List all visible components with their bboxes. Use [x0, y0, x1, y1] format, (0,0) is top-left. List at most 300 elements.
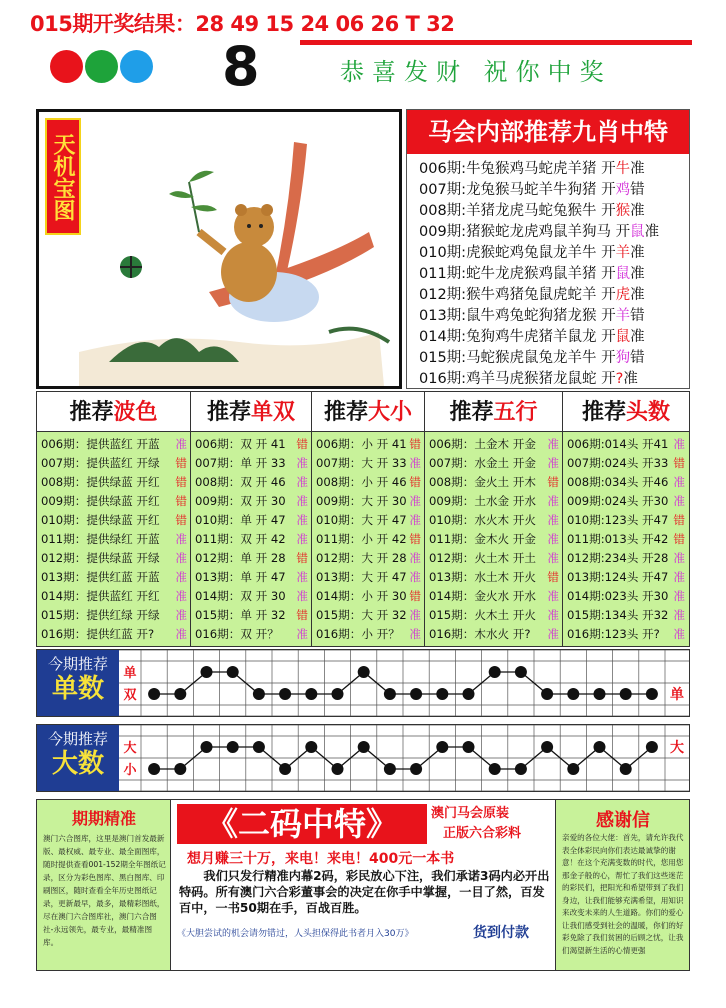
- grid-row-verdict: 错: [673, 532, 685, 546]
- row-zodiacs: 兔狗鸡牛虎猪羊鼠龙 开: [466, 329, 616, 345]
- grid-row: [195, 531, 308, 550]
- grid-row-verdict: 错: [547, 570, 559, 584]
- grid-row: [195, 474, 308, 493]
- data-point: [305, 741, 317, 753]
- nine-zodiac-row: [419, 157, 689, 178]
- grid-row: [429, 626, 559, 645]
- grid-row-text: 009期：提供绿蓝 开红: [41, 494, 160, 508]
- grid-row-text: 007期:024头 开33: [567, 456, 669, 470]
- prediction-grid: [36, 391, 690, 647]
- grid-row-text: 007期：提供蓝红 开绿: [41, 456, 160, 470]
- grid-row-verdict: 准: [673, 551, 685, 565]
- grid-row-verdict: 错: [409, 532, 421, 546]
- grid-row-text: 006期：双 开 41: [195, 437, 286, 451]
- title-topic: 波色: [113, 399, 158, 425]
- grid-row-verdict: 准: [175, 551, 187, 565]
- grid-row: [195, 455, 308, 474]
- row-zodiacs: 牛兔猴鸡马蛇虎羊猪 开: [466, 161, 616, 177]
- grid-row-text: 014期：双 开 30: [195, 589, 286, 603]
- grid-row-verdict: 准: [409, 456, 421, 470]
- grid-row: [429, 569, 559, 588]
- data-point: [148, 688, 160, 700]
- header-rule: [300, 40, 692, 45]
- row-drawn-zodiac: 鼠: [615, 266, 631, 282]
- grid-row-text: 010期：单 开 47: [195, 513, 286, 527]
- grid-row: [41, 531, 187, 550]
- row-zodiacs: 羊猪龙虎马蛇兔猴牛 开: [466, 203, 616, 219]
- row-period: 013期:: [419, 308, 467, 324]
- red-ball-icon: [50, 50, 83, 83]
- chart-title: 大数: [51, 749, 104, 779]
- row-period: 011期:: [419, 266, 467, 282]
- data-point: [515, 666, 527, 678]
- data-point: [541, 688, 553, 700]
- grid-row: [316, 455, 421, 474]
- grid-row-text: 016期：提供红蓝 开?: [41, 627, 155, 641]
- thanks-letter: [555, 800, 689, 970]
- data-point: [174, 763, 186, 775]
- grid-row-verdict: 准: [409, 494, 421, 508]
- main-advert-sub2: 正版六合彩料: [443, 826, 522, 841]
- grid-row-text: 009期：双 开 30: [195, 494, 286, 508]
- grid-row: [316, 588, 421, 607]
- grid-row-verdict: 准: [175, 627, 187, 641]
- grid-column-title: [37, 392, 190, 432]
- nine-zodiac-row: [419, 304, 689, 325]
- row-drawn-zodiac: 羊: [615, 245, 631, 261]
- grid-row-text: 012期：火土木 开土: [429, 551, 536, 565]
- grid-row-text: 011期：提供绿红 开蓝: [41, 532, 160, 546]
- grid-row: [316, 550, 421, 569]
- row-period: 008期:: [419, 203, 467, 219]
- data-point: [279, 688, 291, 700]
- grid-row-text: 006期：小 开 41: [316, 437, 407, 451]
- grid-row-verdict: 准: [175, 589, 187, 603]
- grid-row: [429, 550, 559, 569]
- row-verdict: 准: [623, 371, 638, 387]
- grid-row-verdict: 准: [673, 437, 685, 451]
- main-advert: [171, 800, 555, 970]
- grid-row-verdict: 准: [296, 589, 308, 603]
- nine-zodiac-title: 马会内部推荐九肖中特: [407, 110, 689, 154]
- grid-row-text: 016期:123头 开?: [567, 627, 660, 641]
- grid-row-text: 015期:134头 开32: [567, 608, 669, 622]
- row-verdict: 准: [630, 266, 645, 282]
- grid-row-text: 009期：土水金 开水: [429, 494, 536, 508]
- row-drawn-zodiac: 猴: [615, 203, 631, 219]
- nine-zodiac-panel: [406, 109, 690, 389]
- row-drawn-zodiac: 羊: [615, 308, 631, 324]
- grid-row-verdict: 准: [175, 437, 187, 451]
- grid-row-text: 008期：金火土 开木: [429, 475, 536, 489]
- grid-row: [567, 569, 685, 588]
- nine-zodiac-row: [419, 346, 689, 367]
- left-advert-body: 澳门六合图库，这里是澳门首发最新版、最权威、最专业、最全面图库，随时提供查看001-152期全年图纸记录，区分为彩色图库、黑白图库、印刷图区，随时查看全年历史图纸记录，更新最早，最多，最精彩图纸，尽在澳门六合图库社，澳门六合图社-永远领先，最专业，最精准图库。: [43, 834, 166, 947]
- data-point: [305, 688, 317, 700]
- grid-row: [429, 455, 559, 474]
- grid-row-verdict: 准: [296, 475, 308, 489]
- grid-row-text: 008期：双 开 46: [195, 475, 286, 489]
- result-text: 015期开奖结果：28 49 15 24 06 26 T 32: [30, 12, 455, 36]
- grid-row-text: 009期:024头 开30: [567, 494, 669, 508]
- data-point: [515, 763, 527, 775]
- grid-row-text: 012期：大 开 28: [316, 551, 407, 565]
- row-verdict: 准: [630, 245, 645, 261]
- grid-row: [316, 607, 421, 626]
- row-period: 007期:: [419, 182, 467, 198]
- grid-row: [41, 493, 187, 512]
- row-zodiacs: 虎猴蛇鸡兔鼠龙羊牛 开: [466, 245, 616, 261]
- grid-column: [37, 392, 191, 646]
- grid-row-verdict: 准: [409, 627, 421, 641]
- row-verdict: 准: [630, 161, 645, 177]
- grid-row: [429, 474, 559, 493]
- grid-row-text: 007期：单 开 33: [195, 456, 286, 470]
- grid-row-verdict: 准: [175, 570, 187, 584]
- row-verdict: 错: [630, 308, 645, 324]
- data-point: [201, 666, 213, 678]
- data-point: [541, 741, 553, 753]
- grid-row-text: 007期：大 开 33: [316, 456, 407, 470]
- grid-row-verdict: 准: [296, 627, 308, 641]
- data-point: [646, 688, 658, 700]
- grid-row-verdict: 错: [175, 494, 187, 508]
- grid-row: [195, 493, 308, 512]
- row-zodiacs: 猴牛鸡猪兔鼠虎蛇羊 开: [466, 287, 616, 303]
- nine-zodiac-row: [419, 325, 689, 346]
- data-point: [332, 763, 344, 775]
- row-period: 012期:: [419, 287, 467, 303]
- data-point: [332, 688, 344, 700]
- big-small-chart: [36, 724, 690, 792]
- data-point: [489, 763, 501, 775]
- row-drawn-zodiac: 鸡: [615, 182, 631, 198]
- row-verdict: 准: [644, 224, 660, 240]
- grid-row-text: 011期:013头 开42: [567, 532, 669, 546]
- grid-row-text: 007期：水金土 开金: [429, 456, 536, 470]
- data-point: [384, 763, 396, 775]
- main-advert-slogan: 想月赚三十万，来电！来电！400元一本书: [187, 851, 455, 867]
- grid-row-verdict: 错: [175, 513, 187, 527]
- grid-row-text: 016期：双 开？: [195, 627, 279, 641]
- grid-row-verdict: 错: [175, 475, 187, 489]
- row-zodiacs: 龙兔猴马蛇羊牛狗猪 开: [466, 182, 616, 198]
- nine-zodiac-row: [419, 262, 689, 283]
- grid-row: [41, 455, 187, 474]
- grid-row-text: 015期：大 开 32: [316, 608, 407, 622]
- grid-row: [567, 493, 685, 512]
- grid-row-verdict: 准: [175, 608, 187, 622]
- grid-row-verdict: 准: [296, 513, 308, 527]
- grid-row-verdict: 准: [547, 627, 559, 641]
- grid-row-verdict: 准: [547, 589, 559, 603]
- data-point: [594, 741, 606, 753]
- row-label: 大: [123, 741, 137, 756]
- grid-row-text: 006期：土金木 开金: [429, 437, 536, 451]
- grid-row-verdict: 准: [296, 494, 308, 508]
- row-zodiacs: 猪猴蛇龙虎鸡鼠羊狗马 开: [466, 224, 631, 240]
- row-verdict: 错: [630, 350, 645, 366]
- grid-row-text: 013期：提供红蓝 开蓝: [41, 570, 160, 584]
- grid-row: [195, 512, 308, 531]
- grid-row-verdict: 错: [175, 456, 187, 470]
- grid-row-text: 010期:123头 开47: [567, 513, 669, 527]
- grid-row: [567, 550, 685, 569]
- end-label: 大: [670, 740, 684, 756]
- grid-row: [195, 436, 308, 455]
- main-advert-body: 我们只发行精准内幕2码，彩民放心下注，我们承诺3码内必开出特码。所有澳门六合彩董事会的决定在你手中掌握，一目了然，百发百中，一书50期在手，百战百胜。: [179, 869, 550, 915]
- thanks-letter-title: 感谢信: [596, 810, 650, 831]
- grid-row-verdict: 准: [409, 608, 421, 622]
- title-topic: 五行: [493, 399, 538, 425]
- data-point: [489, 666, 501, 678]
- grid-row-verdict: 准: [547, 513, 559, 527]
- grid-row: [41, 436, 187, 455]
- grid-row-text: 012期：单 开 28: [195, 551, 286, 565]
- title-topic: 头数: [626, 399, 671, 425]
- row-drawn-zodiac: 虎: [615, 287, 631, 303]
- row-verdict: 准: [630, 329, 645, 345]
- data-point: [463, 688, 475, 700]
- grid-row-verdict: 错: [547, 475, 559, 489]
- grid-row-text: 012期:234头 开28: [567, 551, 669, 565]
- thanks-letter-body: 亲爱的各位大佬：首先，请允许我代表全体彩民向你们表达最诚挚的谢意！在这个充满变数的时代，您用您那金子般的心，帮忙了我们这些迷茫的彩民们，把阳光和希望带到了我们身边，让我们能够充满希望，用知识来改变未来的人生道路。你们的爱心让我们感受到社会的温暖，你们的好彩免除了我们贫困的后顾之忧，让我们渴望新生活的心情更强: [562, 833, 684, 955]
- grid-row: [195, 626, 308, 645]
- chart-title: 单数: [51, 674, 104, 704]
- row-period: 016期:: [419, 371, 467, 387]
- grid-row-text: 013期:124头 开47: [567, 570, 669, 584]
- title-prefix: 推荐: [581, 399, 626, 425]
- grid-row-text: 008期：提供绿蓝 开红: [41, 475, 160, 489]
- row-period: 009期:: [419, 224, 467, 240]
- data-point: [279, 763, 291, 775]
- data-point: [201, 741, 213, 753]
- grid-row: [567, 588, 685, 607]
- row-zodiacs: 蛇牛龙虎猴鸡鼠羊猪 开: [466, 266, 616, 282]
- data-point: [174, 688, 186, 700]
- grid-row-text: 013期：单 开 47: [195, 570, 286, 584]
- grid-row-verdict: 准: [409, 570, 421, 584]
- bear-illustration: [39, 112, 399, 386]
- grid-row-text: 008期:034头 开46: [567, 475, 669, 489]
- grid-row: [41, 569, 187, 588]
- row-zodiacs: 鸡羊马虎猴猪龙鼠蛇 开: [466, 371, 616, 387]
- grid-row: [41, 474, 187, 493]
- title-topic: 大小: [368, 399, 413, 425]
- row-zodiacs: 马蛇猴虎鼠兔龙羊牛 开: [466, 350, 616, 366]
- title-prefix: 推荐: [449, 399, 494, 425]
- main-advert-title: 《二码中特》: [177, 804, 427, 844]
- grid-row-verdict: 准: [409, 513, 421, 527]
- data-point: [567, 763, 579, 775]
- left-advert: [37, 800, 171, 970]
- grid-row: [316, 474, 421, 493]
- nine-zodiac-row: [419, 241, 689, 262]
- data-point: [253, 741, 265, 753]
- grid-row-verdict: 错: [296, 608, 308, 622]
- advert-panel: [36, 799, 690, 971]
- grid-row-text: 012期：提供绿蓝 开绿: [41, 551, 160, 565]
- grid-row: [41, 588, 187, 607]
- grid-row: [429, 531, 559, 550]
- issue-number: 8: [222, 35, 260, 98]
- odd-even-chart-tag: [37, 650, 119, 716]
- grid-row: [567, 607, 685, 626]
- grid-row-text: 013期：水土木 开火: [429, 570, 536, 584]
- big-small-chart-tag: [37, 725, 119, 791]
- grid-row: [316, 493, 421, 512]
- data-point: [463, 741, 475, 753]
- grid-row-text: 016期：小 开？: [316, 627, 400, 641]
- grid-row-text: 010期：大 开 47: [316, 513, 407, 527]
- title-prefix: 推荐: [69, 399, 114, 425]
- grid-row: [195, 607, 308, 626]
- row-period: 010期:: [419, 245, 467, 261]
- title-prefix: 推荐: [206, 399, 251, 425]
- grid-row-text: 014期:023头 开30: [567, 589, 669, 603]
- row-verdict: 准: [630, 203, 645, 219]
- row-period: 006期:: [419, 161, 467, 177]
- grid-row-text: 010期：提供绿蓝 开红: [41, 513, 160, 527]
- grid-row-verdict: 准: [296, 570, 308, 584]
- grid-row-text: 015期：火木土 开火: [429, 608, 536, 622]
- grid-row-verdict: 错: [296, 437, 308, 451]
- nine-zodiac-row: [419, 283, 689, 304]
- grid-row-text: 009期：大 开 30: [316, 494, 407, 508]
- data-point: [410, 688, 422, 700]
- grid-row: [41, 550, 187, 569]
- row-drawn-zodiac: 狗: [615, 350, 631, 366]
- data-point: [227, 666, 239, 678]
- grid-row-verdict: 错: [409, 437, 421, 451]
- grid-row-verdict: 准: [547, 532, 559, 546]
- row-drawn-zodiac: 鼠: [615, 329, 631, 345]
- grid-row-text: 010期：水火木 开火: [429, 513, 536, 527]
- odd-even-plot: [119, 650, 689, 716]
- grid-row: [429, 493, 559, 512]
- grid-row: [41, 512, 187, 531]
- grid-row: [41, 607, 187, 626]
- grid-row-verdict: 错: [296, 551, 308, 565]
- data-point: [227, 741, 239, 753]
- data-point: [567, 688, 579, 700]
- grid-row: [567, 455, 685, 474]
- row-period: 014期:: [419, 329, 467, 345]
- data-point: [358, 666, 370, 678]
- grid-row: [567, 531, 685, 550]
- grid-column: [312, 392, 425, 646]
- grid-row: [195, 588, 308, 607]
- grid-column: [563, 392, 689, 646]
- grid-row-verdict: 准: [547, 608, 559, 622]
- grid-row-verdict: 准: [673, 494, 685, 508]
- grid-row-text: 011期：双 开 42: [195, 532, 286, 546]
- grid-row-text: 006期:014头 开41: [567, 437, 669, 451]
- grid-row-verdict: 准: [547, 456, 559, 470]
- grid-row-text: 014期：小 开 30: [316, 589, 407, 603]
- data-point: [436, 688, 448, 700]
- grid-column-title: [312, 392, 424, 432]
- grid-row: [567, 512, 685, 531]
- grid-row-text: 015期：单 开 32: [195, 608, 286, 622]
- row-zodiacs: 鼠牛鸡兔蛇狗猪龙猴 开: [466, 308, 616, 324]
- grid-row: [316, 569, 421, 588]
- grid-column: [425, 392, 563, 646]
- data-point: [646, 741, 658, 753]
- grid-row-verdict: 准: [296, 532, 308, 546]
- grid-row-verdict: 错: [409, 589, 421, 603]
- grid-row-text: 008期：小 开 46: [316, 475, 407, 489]
- row-verdict: 准: [630, 287, 645, 303]
- row-label: 双: [123, 688, 137, 703]
- data-point: [410, 763, 422, 775]
- grid-row: [316, 436, 421, 455]
- grid-row-verdict: 准: [547, 494, 559, 508]
- grid-row-verdict: 准: [673, 570, 685, 584]
- green-ball-icon: [85, 50, 118, 83]
- row-label: 小: [123, 763, 137, 778]
- row-label: 单: [123, 666, 137, 681]
- main-advert-sub1: 澳门马会原装: [431, 806, 510, 821]
- grid-row-verdict: 错: [673, 456, 685, 470]
- grid-row: [41, 626, 187, 645]
- grid-column-title: [425, 392, 562, 432]
- row-drawn-zodiac: 鼠: [630, 224, 645, 240]
- data-point: [384, 688, 396, 700]
- grid-row-text: 006期：提供蓝红 开蓝: [41, 437, 160, 451]
- picture-tag: 天机宝图: [45, 118, 81, 235]
- left-advert-title: 期期精准: [71, 809, 136, 828]
- grid-row-verdict: 准: [547, 437, 559, 451]
- grid-row: [195, 569, 308, 588]
- grid-row: [567, 436, 685, 455]
- grid-row: [429, 588, 559, 607]
- grid-row: [429, 607, 559, 626]
- row-period: 015期:: [419, 350, 467, 366]
- cash-on-delivery-label: 货到付款: [473, 925, 529, 941]
- grid-row-text: 014期：金火水 开水: [429, 589, 536, 603]
- grid-row-verdict: 准: [175, 532, 187, 546]
- row-drawn-zodiac: ?: [615, 371, 624, 387]
- grid-row-verdict: 准: [673, 608, 685, 622]
- grid-row-verdict: 错: [673, 513, 685, 527]
- odd-even-chart: [36, 649, 690, 717]
- grid-column-title: [563, 392, 689, 432]
- data-point: [253, 688, 265, 700]
- nine-zodiac-row: [419, 367, 689, 388]
- row-drawn-zodiac: 牛: [615, 161, 631, 177]
- chart-tag-label: 今期推荐: [47, 655, 108, 673]
- title-prefix: 推荐: [323, 399, 368, 425]
- grid-row-text: 015期：提供红绿 开绿: [41, 608, 160, 622]
- row-verdict: 错: [630, 182, 645, 198]
- big-small-plot: [119, 725, 689, 791]
- grid-row-text: 014期：提供蓝红 开红: [41, 589, 160, 603]
- nine-zodiac-row: [419, 199, 689, 220]
- grid-row: [429, 512, 559, 531]
- chart-tag-label: 今期推荐: [47, 730, 108, 748]
- grid-row-text: 011期：金木火 开金: [429, 532, 536, 546]
- grid-row-verdict: 准: [409, 551, 421, 565]
- grid-row: [429, 436, 559, 455]
- main-advert-footnote: 《大胆尝试的机会请勿错过，人头担保得此书者月入30万》: [177, 929, 414, 939]
- nine-zodiac-row: [419, 178, 689, 199]
- data-point: [436, 741, 448, 753]
- blue-ball-icon: [120, 50, 153, 83]
- slogan: 恭喜发财 祝你中奖: [340, 58, 612, 86]
- grid-row: [316, 531, 421, 550]
- grid-row-verdict: 错: [409, 475, 421, 489]
